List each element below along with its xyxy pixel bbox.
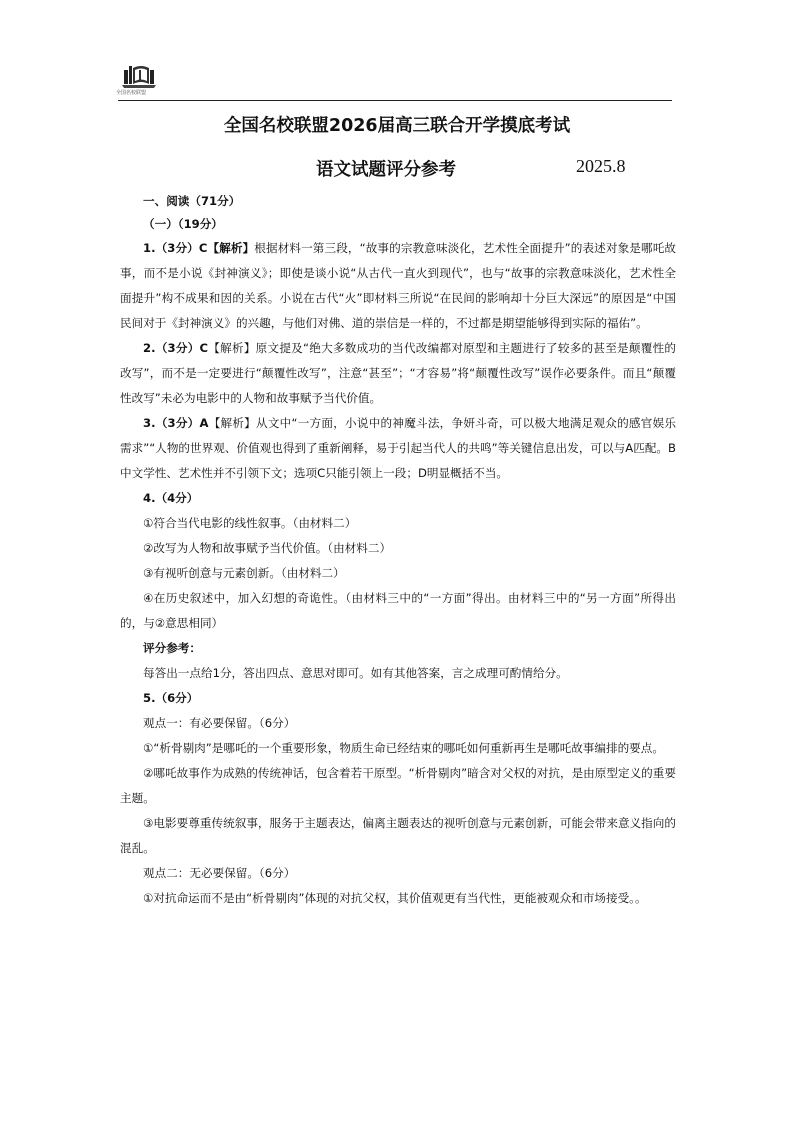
question-2-label: 2.（3分）C <box>143 341 209 355</box>
question-4-point: ④在历史叙述中，加入幻想的奇诡性。（由材料三中的“一方面”得出。由材料三中的“另一方面”所得出的，与②意思相同） <box>120 591 676 630</box>
scoring-label: 评分参考： <box>143 641 201 655</box>
question-4-point: ②改写为人物和故事赋予当代价值。（由材料二） <box>143 541 392 555</box>
view-1-heading: 观点一：有必要保留。（6分） <box>143 716 296 730</box>
header-rule <box>118 100 672 101</box>
question-4-label: 4.（4分） <box>143 491 199 505</box>
question-2-text: 【解析】原文提及“绝大多数成功的当代改编都对原型和主题进行了较多的甚至是颠覆性的改写”，而不是一定要进行“颠覆性改写”，注意“甚至”；“才容易”将“颠覆性改写”误作必要条件。而且“颠覆性改写”未必为电影中的人物和故事赋予当代价值。 <box>120 341 677 405</box>
question-3-label: 3.（3分）A <box>143 416 209 430</box>
view-2-heading: 观点二：无必要保留。（6分） <box>143 866 296 880</box>
exam-date: 2025.8 <box>576 156 626 176</box>
question-1-label: 1.（3分）C【解析】 <box>143 241 255 255</box>
answer-content <box>120 190 676 911</box>
subsection-heading: （一）（19分） <box>143 217 223 231</box>
question-3 <box>120 411 676 486</box>
section-heading: 一、阅读（71分） <box>143 194 241 208</box>
question-1-text: 根据材料一第三段，“故事的宗教意味淡化，艺术性全面提升”的表述对象是哪吒故事，而不是小说《封神演义》；即使是谈小说“从古代一直火到现代”，也与“故事的宗教意味淡化，艺术性全面提升”构不成果和因的关系。小说在古代“火”即材料三所说“在民间的影响却十分巨大深远”的原因是“中国民间对于《封神演义》的兴趣，与他们对佛、道的崇信是一样的，不过都是期望能够得到实际的福佑”。 <box>120 241 676 330</box>
question-5-label: 5.（6分） <box>143 691 199 705</box>
question-3-text: 【解析】从文中“一方面，小说中的神魔斗法，争妍斗奇，可以极大地满足观众的感官娱乐需求”“人物的世界观、价值观也得到了重新阐释，易于引起当代人的共鸣”等关键信息出发，可以与A匹配。B中文学性、艺术性并不引领下文；选项C只能引领上一段；D明显概括不当。 <box>120 416 676 480</box>
view-1-point: ②哪吒故事作为成熟的传统神话，包含着若干原型。“析骨剔肉”暗含对父权的对抗，是由原型定义的重要主题。 <box>120 766 676 805</box>
question-4-point: ①符合当代电影的线性叙事。（由材料二） <box>143 516 357 530</box>
question-4-point: ③有视听创意与元素创新。（由材料二） <box>143 566 345 580</box>
view-2-point: ①对抗命运而不是由“析骨剔肉”体现的对抗父权，其价值观更有当代性，更能被观众和市场接受。。 <box>143 891 647 905</box>
page-subtitle: 语文试题评分参考 <box>316 160 456 180</box>
view-1-point: ③电影要尊重传统叙事，服务于主题表达，偏离主题表达的视听创意与元素创新，可能会带来意义指向的混乱。 <box>120 816 676 855</box>
scoring-text: 每答出一点给1分，答出四点、意思对即可。如有其他答案，言之成理可酌情给分。 <box>143 666 568 680</box>
question-2 <box>120 336 676 411</box>
page-title: 全国名校联盟2026届高三联合开学摸底考试 <box>223 116 571 136</box>
logo-text: 全国名校联盟 <box>116 90 147 96</box>
view-1-point: ①“析骨剔肉”是哪吒的一个重要形象，物质生命已经结束的哪吒如何重新再生是哪吒故事编排的要点。 <box>143 741 664 755</box>
question-1 <box>120 236 676 336</box>
